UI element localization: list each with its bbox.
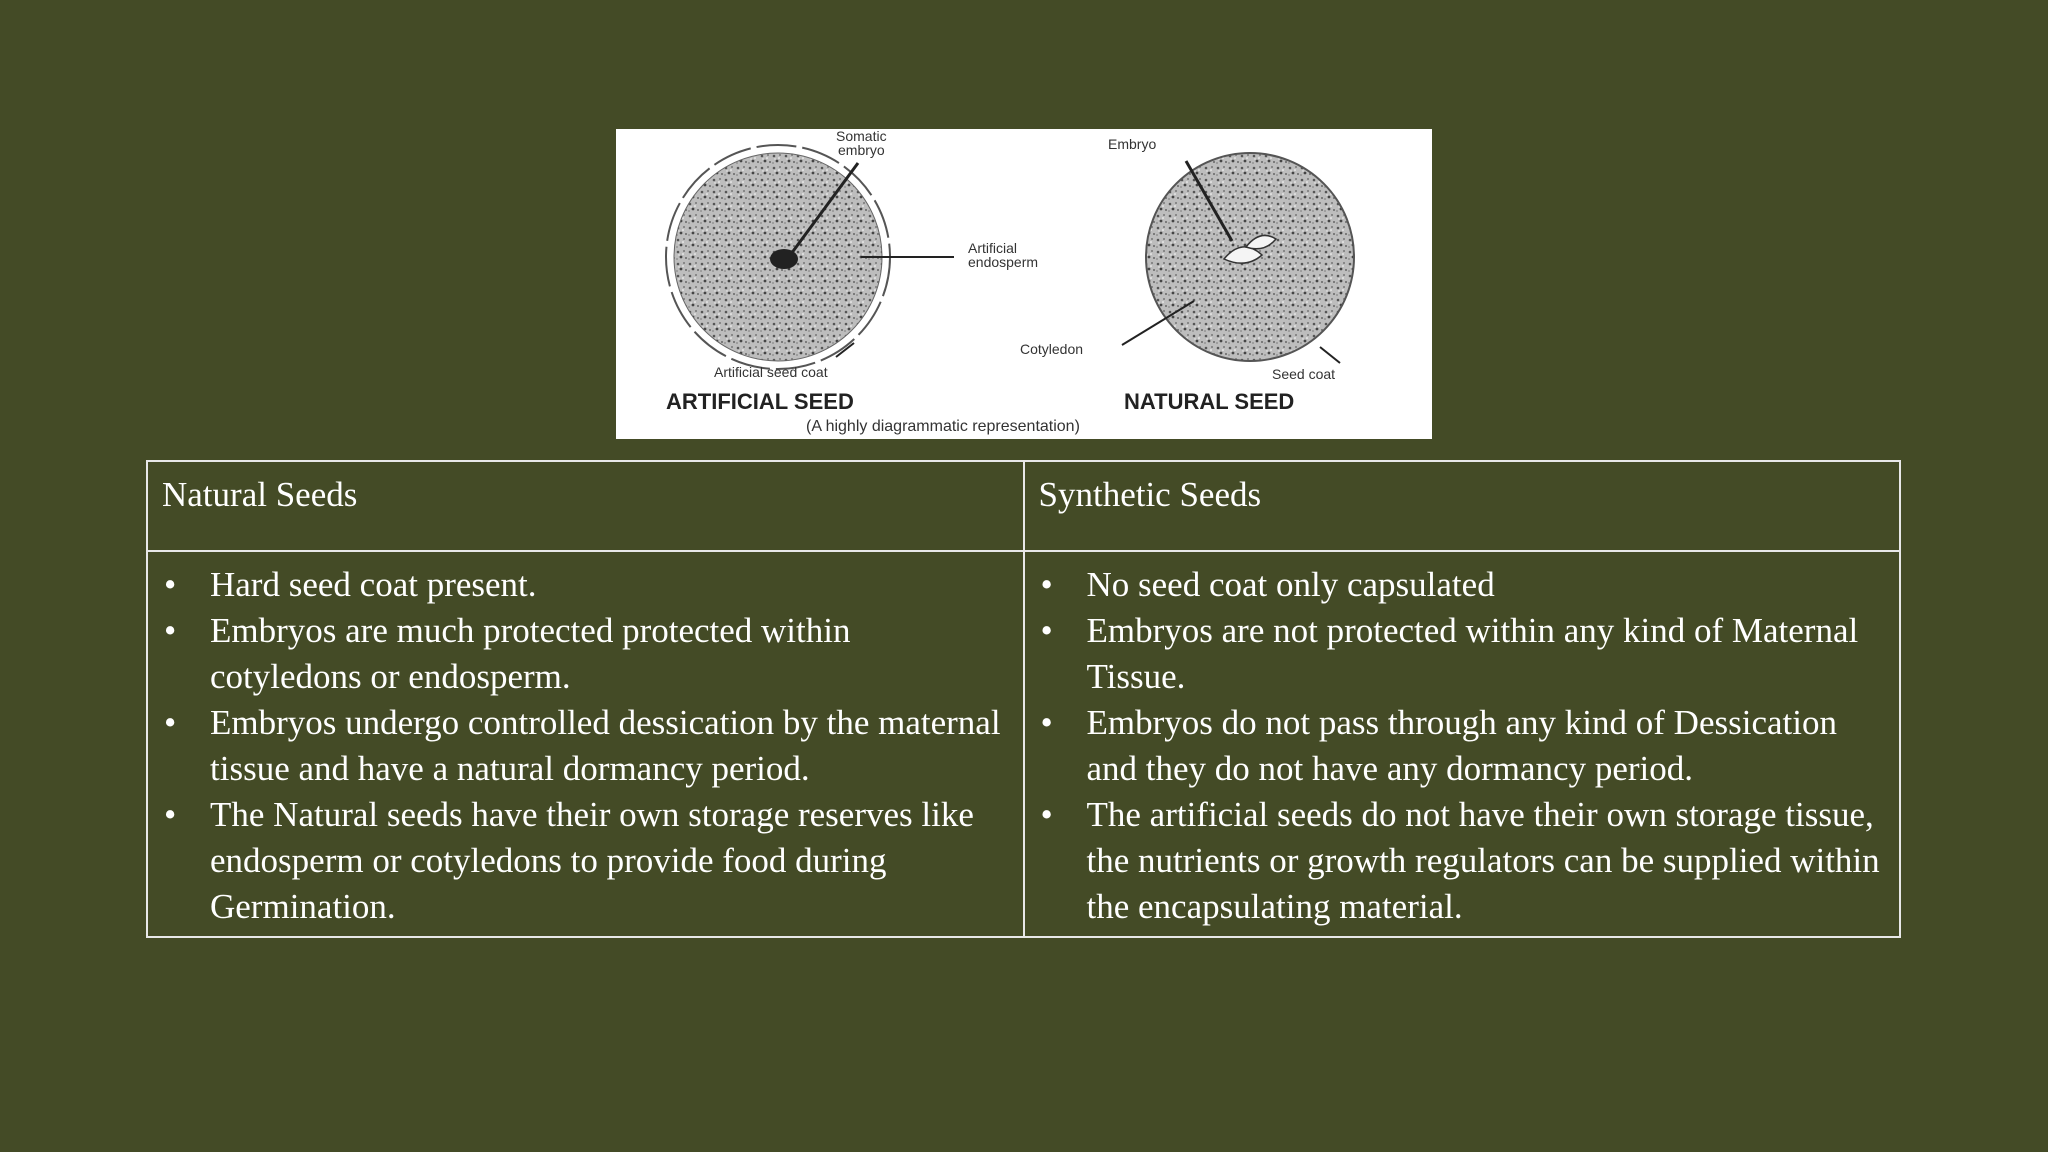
figure-caption: (A highly diagrammatic representation) [806, 418, 1080, 435]
list-item: • Embryos are much protected protected within cotyledons or endosperm. [162, 608, 1009, 700]
natural-seed-title: NATURAL SEED [1124, 389, 1295, 414]
natural-seeds-list [162, 562, 1009, 930]
seed-diagram-svg [616, 129, 1432, 439]
natural-seed-coat-label: Seed coat [1272, 366, 1336, 382]
header-natural-seeds: Natural Seeds [147, 461, 1024, 551]
list-item: • Embryos undergo controlled dessication by the maternal tissue and have a natural dormancy period. [162, 700, 1009, 792]
artificial-seed-title: ARTIFICIAL SEED [666, 389, 854, 414]
list-item: • The Natural seeds have their own storage reserves like endosperm or cotyledons to provide food during Germination. [162, 792, 1009, 930]
header-synthetic-seeds: Synthetic Seeds [1024, 461, 1901, 551]
comparison-table [146, 460, 1901, 938]
list-item: • Hard seed coat present. [162, 562, 1009, 608]
table-row [147, 551, 1900, 937]
table-header-row [147, 461, 1900, 551]
artificial-endosperm-label-1: Artificial [968, 240, 1018, 256]
list-item: • No seed coat only capsulated [1039, 562, 1886, 608]
somatic-embryo-label-1: Somatic [836, 129, 887, 144]
synthetic-seeds-list [1039, 562, 1886, 930]
artificial-seed-coat-label: Artificial seed coat [714, 364, 828, 380]
list-item: • Embryos are not protected within any kind of Maternal Tissue. [1039, 608, 1886, 700]
artificial-seed-illustration [666, 129, 1038, 414]
natural-seeds-cell [147, 551, 1024, 937]
cotyledon-label: Cotyledon [1020, 341, 1084, 357]
list-item: • The artificial seeds do not have their own storage tissue, the nutrients or growth regulators can be supplied within the encapsulating material. [1039, 792, 1886, 930]
synthetic-seeds-cell [1024, 551, 1901, 937]
somatic-embryo-label-2: embryo [838, 142, 885, 158]
artificial-endosperm-label-2: endosperm [968, 254, 1039, 270]
natural-embryo-label: Embryo [1108, 136, 1157, 152]
seed-diagram [616, 129, 1432, 439]
list-item: • Embryos do not pass through any kind of Dessication and they do not have any dormancy period. [1039, 700, 1886, 792]
natural-seed-illustration [1020, 136, 1354, 414]
